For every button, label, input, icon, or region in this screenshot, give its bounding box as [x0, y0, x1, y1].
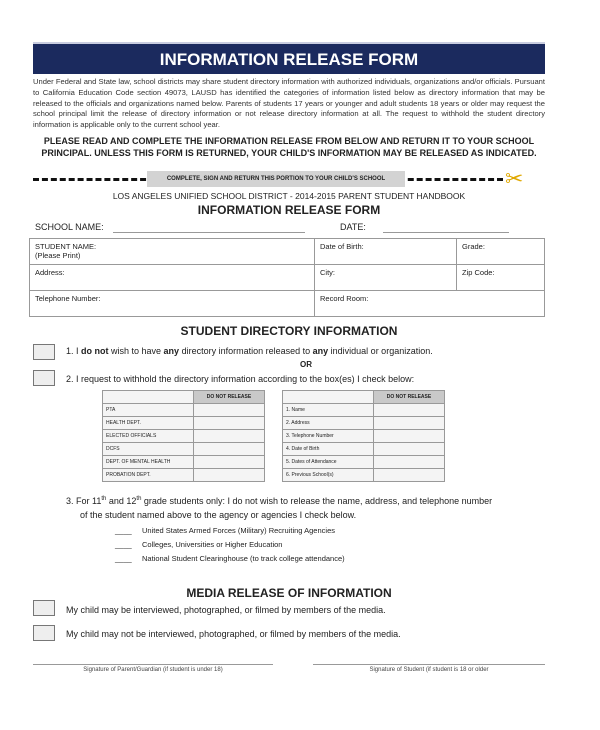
- do-not-release-cell[interactable]: [194, 443, 265, 456]
- or-text: OR: [300, 360, 312, 369]
- media-heading: MEDIA RELEASE OF INFORMATION: [186, 586, 392, 600]
- item-3-text: 3. For 11th and 12th grade students only: I do not wish to release the name, address, and telephone number: [66, 496, 493, 506]
- zip-label: Zip Code:: [462, 268, 495, 277]
- student-signature-label: Signature of Student (if student is 18 or older: [369, 667, 489, 673]
- zip-cell[interactable]: [457, 265, 545, 291]
- agency-option: National Student Clearinghouse (to track college attendance): [142, 554, 345, 563]
- field-row: [283, 443, 445, 456]
- student-name-cell[interactable]: [30, 239, 315, 265]
- record-cell[interactable]: [315, 291, 545, 317]
- do-not-release-cell[interactable]: [194, 404, 265, 417]
- org-label: DEPT. OF MENTAL HEALTH: [103, 456, 194, 469]
- item-3-text-cont: of the student named above to the agency or agencies I check below.: [80, 510, 357, 520]
- student-info-table: [29, 238, 545, 317]
- org-row: [103, 404, 265, 417]
- field-row: [283, 404, 445, 417]
- org-row: [103, 430, 265, 443]
- checkbox-withhold[interactable]: [33, 370, 55, 386]
- phone-label: Telephone Number:: [35, 294, 101, 303]
- please-print-note: (Please Print): [35, 251, 81, 260]
- city-cell[interactable]: [315, 265, 457, 291]
- handbook-line: LOS ANGELES UNIFIED SCHOOL DISTRICT - 2014-2015 PARENT STUDENT HANDBOOK: [112, 191, 466, 201]
- form-title: INFORMATION RELEASE FORM: [197, 203, 381, 217]
- field-row: [283, 469, 445, 482]
- agency-option: United States Armed Forces (Military) Recruiting Agencies: [142, 526, 335, 535]
- do-not-release-header: DO NOT RELEASE: [194, 391, 265, 404]
- option-blank[interactable]: ____: [115, 540, 132, 549]
- field-row: [283, 417, 445, 430]
- student-name-label: STUDENT NAME:: [35, 242, 97, 251]
- agency-option: Colleges, Universities or Higher Education: [142, 540, 283, 549]
- do-not-release-header: DO NOT RELEASE: [374, 391, 445, 404]
- field-label: 2. Address: [283, 417, 374, 430]
- field-label: 4. Date of Birth: [283, 443, 374, 456]
- item-1-text: 1. I do not wish to have any directory information released to any individual or organization.: [66, 346, 433, 356]
- title-banner: INFORMATION RELEASE FORM: [33, 42, 545, 74]
- option-blank[interactable]: ____: [115, 526, 132, 535]
- grade-cell[interactable]: [457, 239, 545, 265]
- do-not-release-cell[interactable]: [194, 469, 265, 482]
- do-not-release-cell[interactable]: [374, 404, 445, 417]
- field-row: [283, 430, 445, 443]
- checkbox-media-deny[interactable]: [33, 625, 55, 641]
- parent-signature-line[interactable]: [33, 664, 273, 665]
- do-not-release-cell[interactable]: [374, 443, 445, 456]
- phone-cell[interactable]: [30, 291, 315, 317]
- org-table: [102, 390, 265, 482]
- record-label: Record Room:: [320, 294, 369, 303]
- do-not-release-cell[interactable]: [194, 417, 265, 430]
- student-signature-line[interactable]: [313, 664, 545, 665]
- org-label: HEALTH DEPT.: [103, 417, 194, 430]
- do-not-release-cell[interactable]: [194, 430, 265, 443]
- org-row: [103, 443, 265, 456]
- header-blank: [283, 391, 374, 404]
- field-label: 1. Name: [283, 404, 374, 417]
- date-field[interactable]: [383, 232, 509, 233]
- notice-text: PLEASE READ AND COMPLETE THE INFORMATION RELEASE FROM BELOW AND RETURN IT TO YOUR SCHOOL PRINCIPAL. UNLESS THIS FORM IS RETURNED, YOUR CHILD'S INFORMATION MAY BE RELEASED AS INDICATED.: [41, 136, 537, 158]
- org-row: [103, 456, 265, 469]
- header-blank: [103, 391, 194, 404]
- do-not-release-cell[interactable]: [194, 456, 265, 469]
- org-row: [103, 417, 265, 430]
- address-label: Address:: [35, 268, 65, 277]
- field-label: 3. Telephone Number: [283, 430, 374, 443]
- address-cell[interactable]: [30, 265, 315, 291]
- date-label: DATE:: [340, 222, 366, 232]
- do-not-release-cell[interactable]: [374, 469, 445, 482]
- do-not-release-cell[interactable]: [374, 430, 445, 443]
- media-allow-text: My child may be interviewed, photographed, or filmed by members of the media.: [66, 605, 386, 615]
- intro-paragraph: Under Federal and State law, school districts may share student directory information with authorized individuals, organizations and/or officials. Pursuant to California Education Code section 49073, LAUSD has identified the categories of information listed below as directory information that may be released to the officials and organizations named below. Parents of students 17 years or younger and adult students 18 years or older may request the school principal limit the release of directory information or not release directory information at all. The request to withhold the student directory information is applicable only to the current school year.: [33, 77, 545, 130]
- org-label: DCFS: [103, 443, 194, 456]
- field-label: 5. Dates of Attendance: [283, 456, 374, 469]
- grade-label: Grade:: [462, 242, 485, 251]
- dob-cell[interactable]: [315, 239, 457, 265]
- dob-label: Date of Birth:: [320, 242, 364, 251]
- media-deny-text: My child may not be interviewed, photographed, or filmed by members of the media.: [66, 629, 401, 639]
- org-label: PROBATION DEPT.: [103, 469, 194, 482]
- do-not-release-cell[interactable]: [374, 417, 445, 430]
- org-label: PTA: [103, 404, 194, 417]
- org-row: [103, 469, 265, 482]
- org-label: ELECTED OFFICIALS: [103, 430, 194, 443]
- school-name-label: SCHOOL NAME:: [35, 222, 104, 232]
- option-blank[interactable]: ____: [115, 554, 132, 563]
- field-label: 6. Previous School(s): [283, 469, 374, 482]
- checkbox-media-allow[interactable]: [33, 600, 55, 616]
- cut-label: COMPLETE, SIGN AND RETURN THIS PORTION TO YOUR CHILD'S SCHOOL: [147, 171, 405, 187]
- checkbox-no-release[interactable]: [33, 344, 55, 360]
- parent-signature-label: Signature of Parent/Guardian (if student is under 18): [83, 667, 223, 673]
- scissors-icon: ✂: [505, 166, 524, 191]
- directory-heading: STUDENT DIRECTORY INFORMATION: [180, 324, 398, 338]
- item-2-text: 2. I request to withhold the directory information according to the box(es) I check below:: [66, 374, 415, 384]
- city-label: City:: [320, 268, 335, 277]
- field-row: [283, 456, 445, 469]
- field-table: [282, 390, 445, 482]
- school-name-field[interactable]: [113, 232, 305, 233]
- do-not-release-cell[interactable]: [374, 456, 445, 469]
